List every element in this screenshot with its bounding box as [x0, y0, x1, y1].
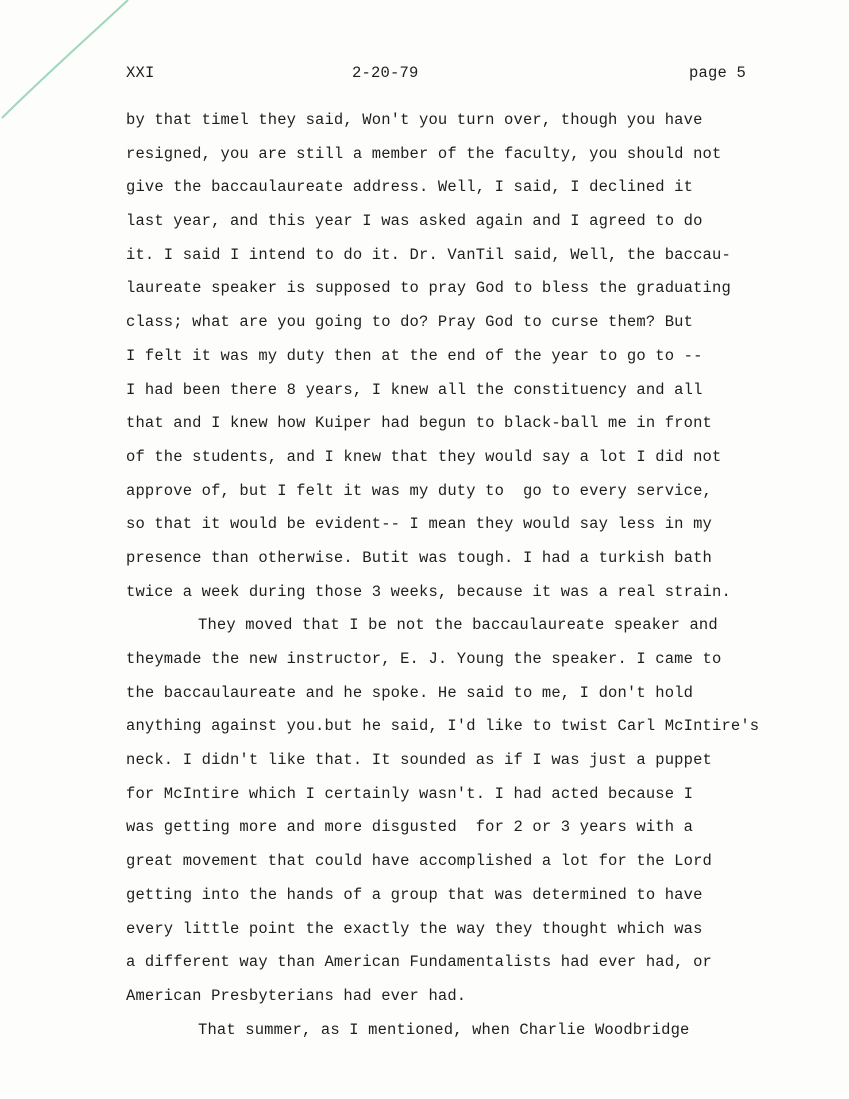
transcript-body	[126, 104, 786, 1047]
text-line: I felt it was my duty then at the end of the year to go to --	[126, 346, 703, 365]
text-line: presence than otherwise. Butit was tough. I had a turkish bath	[126, 548, 712, 567]
section-number: XXI	[126, 64, 155, 82]
text-line: laureate speaker is supposed to pray God to bless the graduating	[126, 279, 731, 298]
text-line: by that timel they said, Won't you turn over, though you have	[126, 111, 703, 129]
text-line: every little point the exactly the way they thought which was	[126, 919, 703, 938]
text-line: twice a week during those 3 weeks, because it was a real strain.	[126, 582, 731, 601]
text-line: give the baccaulaureate address. Well, I said, I declined it	[126, 178, 694, 197]
page-number: page 5	[688, 64, 746, 82]
text-line: American Presbyterians had ever had.	[126, 986, 467, 1005]
text-line: neck. I didn't like that. It sounded as if I was just a puppet	[126, 751, 712, 770]
text-line: of the students, and I knew that they would say a lot I did not	[126, 447, 722, 466]
text-line: I had been there 8 years, I knew all the constituency and all	[126, 380, 703, 399]
text-line: was getting more and more disgusted for 2 or 3 years with a	[126, 818, 694, 837]
text-line: theymade the new instructor, E. J. Young the speaker. I came to	[126, 650, 722, 668]
text-line: class; what are you going to do? Pray God to curse them? But	[126, 313, 694, 332]
text-line: They moved that I be not the baccaulaureate speaker and	[198, 616, 718, 635]
text-line: it. I said I intend to do it. Dr. VanTil said, Well, the baccau-	[126, 245, 731, 264]
text-line: anything against you.but he said, I'd like to twist Carl McIntire's	[126, 717, 760, 736]
text-line: getting into the hands of a group that was determined to have	[126, 885, 703, 904]
text-line: last year, and this year I was asked again and I agreed to do	[126, 212, 703, 231]
text-line: great movement that could have accomplished a lot for the Lord	[126, 852, 712, 871]
document-date: 2-20-79	[352, 64, 419, 82]
text-line: that and I knew how Kuiper had begun to black-ball me in front	[126, 414, 712, 433]
page-header	[126, 64, 746, 88]
text-line: a different way than American Fundamentalists had ever had, or	[126, 953, 712, 972]
text-line: the baccaulaureate and he spoke. He said to me, I don't hold	[126, 683, 694, 702]
text-line: for McIntire which I certainly wasn't. I had acted because I	[126, 784, 694, 803]
text-line: resigned, you are still a member of the faculty, you should not	[126, 144, 722, 163]
text-line: approve of, but I felt it was my duty to go to every service,	[126, 481, 712, 500]
text-line: That summer, as I mentioned, when Charlie Woodbridge	[198, 1020, 690, 1039]
text-line: so that it would be evident-- I mean they would say less in my	[126, 515, 712, 534]
